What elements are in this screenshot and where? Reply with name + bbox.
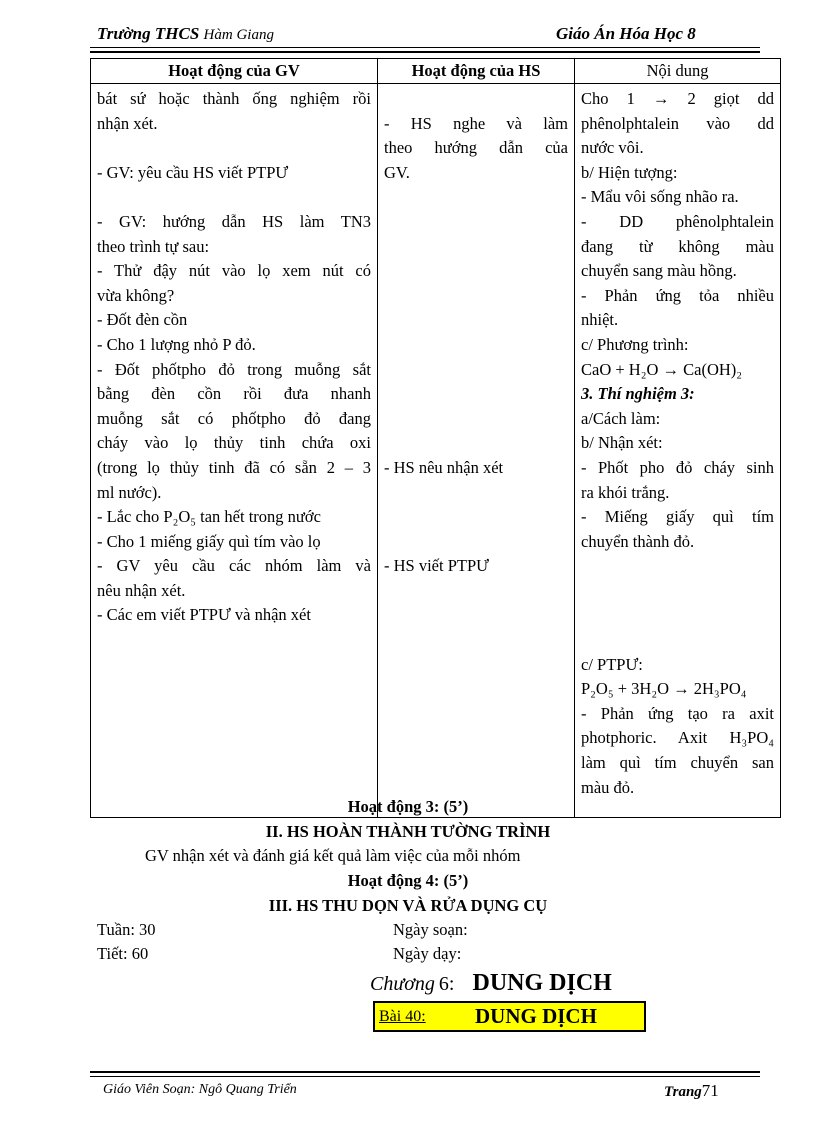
header-school	[97, 24, 274, 44]
nd-line: c/ Phương trình:	[581, 334, 689, 354]
hs-line	[384, 431, 568, 456]
nd-line: - Miếng giấy quì tím	[581, 507, 774, 527]
nd-line: CaO + H₂O → Ca(OH)₂	[581, 359, 743, 379]
hs-line	[384, 308, 568, 333]
chapter-title: DUNG DỊCH	[472, 970, 612, 996]
nd-line	[581, 554, 774, 579]
nd-line: làm quì tím chuyển san	[581, 753, 774, 773]
hs-line	[384, 87, 568, 112]
header-course: Giáo Án Hóa Học 8	[556, 24, 696, 43]
gv-line: - Lắc cho P₂O₅ tan hết trong nước	[97, 507, 321, 527]
hs-line	[384, 407, 568, 432]
hs-line	[384, 505, 568, 530]
hs-line: - HS nghe và làm	[384, 113, 568, 133]
nd-line: nước vôi.	[581, 138, 644, 158]
activity-3-text: Hoạt động 3: (5’)	[347, 797, 469, 816]
gv-line: cháy vào lọ thủy tinh chứa oxi	[97, 433, 371, 453]
nd-line: - DD phênolphtalein	[581, 211, 774, 231]
nd-line: a/Cách làm:	[581, 408, 661, 428]
section-2-text: GV nhận xét và đánh giá kết quả làm việc của mỗi nhóm	[145, 846, 521, 865]
teach-date-label: Ngày dạy:	[393, 944, 462, 963]
nd-line: chuyển thành đỏ.	[581, 531, 695, 551]
chapter-number: 6:	[438, 973, 455, 995]
nd-column	[575, 84, 781, 818]
gv-line: ml nước).	[97, 482, 162, 502]
hs-line: GV.	[384, 162, 410, 182]
hs-line	[384, 481, 568, 506]
nd-line	[581, 628, 774, 653]
nd-line: - Phản ứng tạo ra axit	[581, 703, 774, 723]
nd-line: - Phốt pho đỏ cháy sinh	[581, 457, 774, 477]
hs-line	[384, 333, 568, 358]
nd-line: nhiệt.	[581, 310, 619, 330]
table-header-row	[91, 59, 781, 84]
header-gv: Hoạt động của GV	[91, 59, 378, 84]
lesson-title: DUNG DỊCH	[475, 1004, 597, 1028]
nd-line	[581, 603, 774, 628]
lesson-box	[373, 1001, 646, 1032]
gv-line	[97, 185, 371, 210]
nd-line: đang từ không màu	[581, 236, 774, 256]
nd-line: Cho 1 → 2 giọt dd	[581, 89, 774, 108]
nd-line: b/ Nhận xét:	[581, 433, 663, 453]
nd-line: c/ PTPƯ:	[581, 654, 643, 674]
gv-line: (trong lọ thủy tinh đã có sẵn 2 – 3	[97, 457, 371, 477]
table-row	[91, 84, 781, 818]
activity-3-label	[0, 797, 816, 817]
hs-line	[384, 382, 568, 407]
header-hs: Hoạt động của HS	[378, 59, 575, 84]
gv-line: - Đốt phốtpho đỏ trong muỗng sắt	[97, 359, 371, 379]
nd-line: màu đỏ.	[581, 777, 635, 797]
gv-line: vừa không?	[97, 285, 175, 305]
nd-line: chuyển sang màu hồng.	[581, 261, 737, 281]
gv-line: - GV: hướng dẫn HS làm TN3	[97, 211, 371, 231]
week-label: Tuần: 30	[97, 920, 156, 939]
gv-line: - GV: yêu cầu HS viết PTPƯ	[97, 162, 289, 182]
gv-line: - Thử đậy nút vào lọ xem nút có	[97, 261, 371, 281]
gv-column	[91, 84, 378, 818]
hs-line: - HS nêu nhận xét	[384, 457, 504, 477]
page-number: 71	[701, 1081, 719, 1100]
gv-line: - Các em viết PTPƯ và nhận xét	[97, 605, 311, 625]
nd-line: - Phản ứng tỏa nhiều	[581, 285, 774, 305]
school-name: Hàm Giang	[203, 27, 274, 43]
hs-line	[384, 530, 568, 555]
lesson-table	[90, 58, 781, 818]
activity-4-label: Hoạt động 4: (5’)	[347, 871, 469, 890]
section-3-title: III. HS THU DỌN VÀ RỬA DỤNG CỤ	[268, 896, 548, 915]
lesson-label: Bài 40:	[379, 1008, 426, 1025]
hs-line	[384, 284, 568, 309]
gv-line: - Cho 1 lượng nhỏ P đỏ.	[97, 334, 256, 354]
footer-author: Giáo Viên Soạn: Ngô Quang Triển	[103, 1082, 297, 1097]
nd-line: photphoric. Axit H₃PO₄	[581, 728, 774, 748]
section-2-title: II. HS HOÀN THÀNH TƯỜNG TRÌNH	[265, 822, 551, 841]
hs-line	[384, 235, 568, 260]
gv-line: - GV yêu cầu các nhóm làm và	[97, 556, 371, 576]
nd-line: P₂O₅ + 3H₂O → 2H₃PO₄	[581, 679, 747, 699]
gv-line: theo trình tự sau:	[97, 236, 210, 256]
nd-line: phênolphtalein vào dd	[581, 113, 774, 133]
gv-line: muỗng sắt có phốtpho đỏ đang	[97, 408, 371, 428]
gv-line: bát sứ hoặc thành ống nghiệm rồi	[97, 89, 371, 108]
header-rule-thick	[90, 51, 760, 53]
prep-date-label: Ngày soạn:	[393, 920, 468, 939]
school-prefix: Trường THCS	[97, 24, 200, 43]
nd-line: ra khói trắng.	[581, 482, 670, 502]
gv-line: bằng đèn cồn rồi đưa nhanh	[97, 384, 371, 404]
period-label: Tiết: 60	[97, 944, 149, 963]
gv-line: nhận xét.	[97, 113, 158, 133]
hs-column	[378, 84, 575, 818]
footer-page	[664, 1081, 719, 1101]
nd-line: - Mẩu vôi sống nhão ra.	[581, 187, 739, 207]
nd-line: b/ Hiện tượng:	[581, 162, 678, 182]
hs-line	[384, 185, 568, 210]
gv-line: - Đốt đèn cồn	[97, 310, 188, 330]
chapter-heading	[370, 970, 612, 997]
nd-line	[581, 579, 774, 604]
hs-line	[384, 210, 568, 235]
hs-line: theo hướng dẫn của	[384, 138, 568, 158]
gv-line: nêu nhận xét.	[97, 580, 186, 600]
footer-rule-thin	[90, 1076, 760, 1077]
gv-line	[97, 136, 371, 161]
nd-line: 3. Thí nghiệm 3:	[581, 384, 695, 404]
hs-line	[384, 259, 568, 284]
page-label: Trang	[664, 1084, 702, 1100]
header-nd: Nội dung	[575, 59, 781, 84]
header-rule-thin	[90, 47, 760, 48]
chapter-label: Chương	[370, 973, 435, 995]
footer-rule-thick	[90, 1071, 760, 1073]
hs-line	[384, 358, 568, 383]
hs-line: - HS viết PTPƯ	[384, 556, 489, 576]
gv-line: - Cho 1 miếng giấy quì tím vào lọ	[97, 531, 321, 551]
